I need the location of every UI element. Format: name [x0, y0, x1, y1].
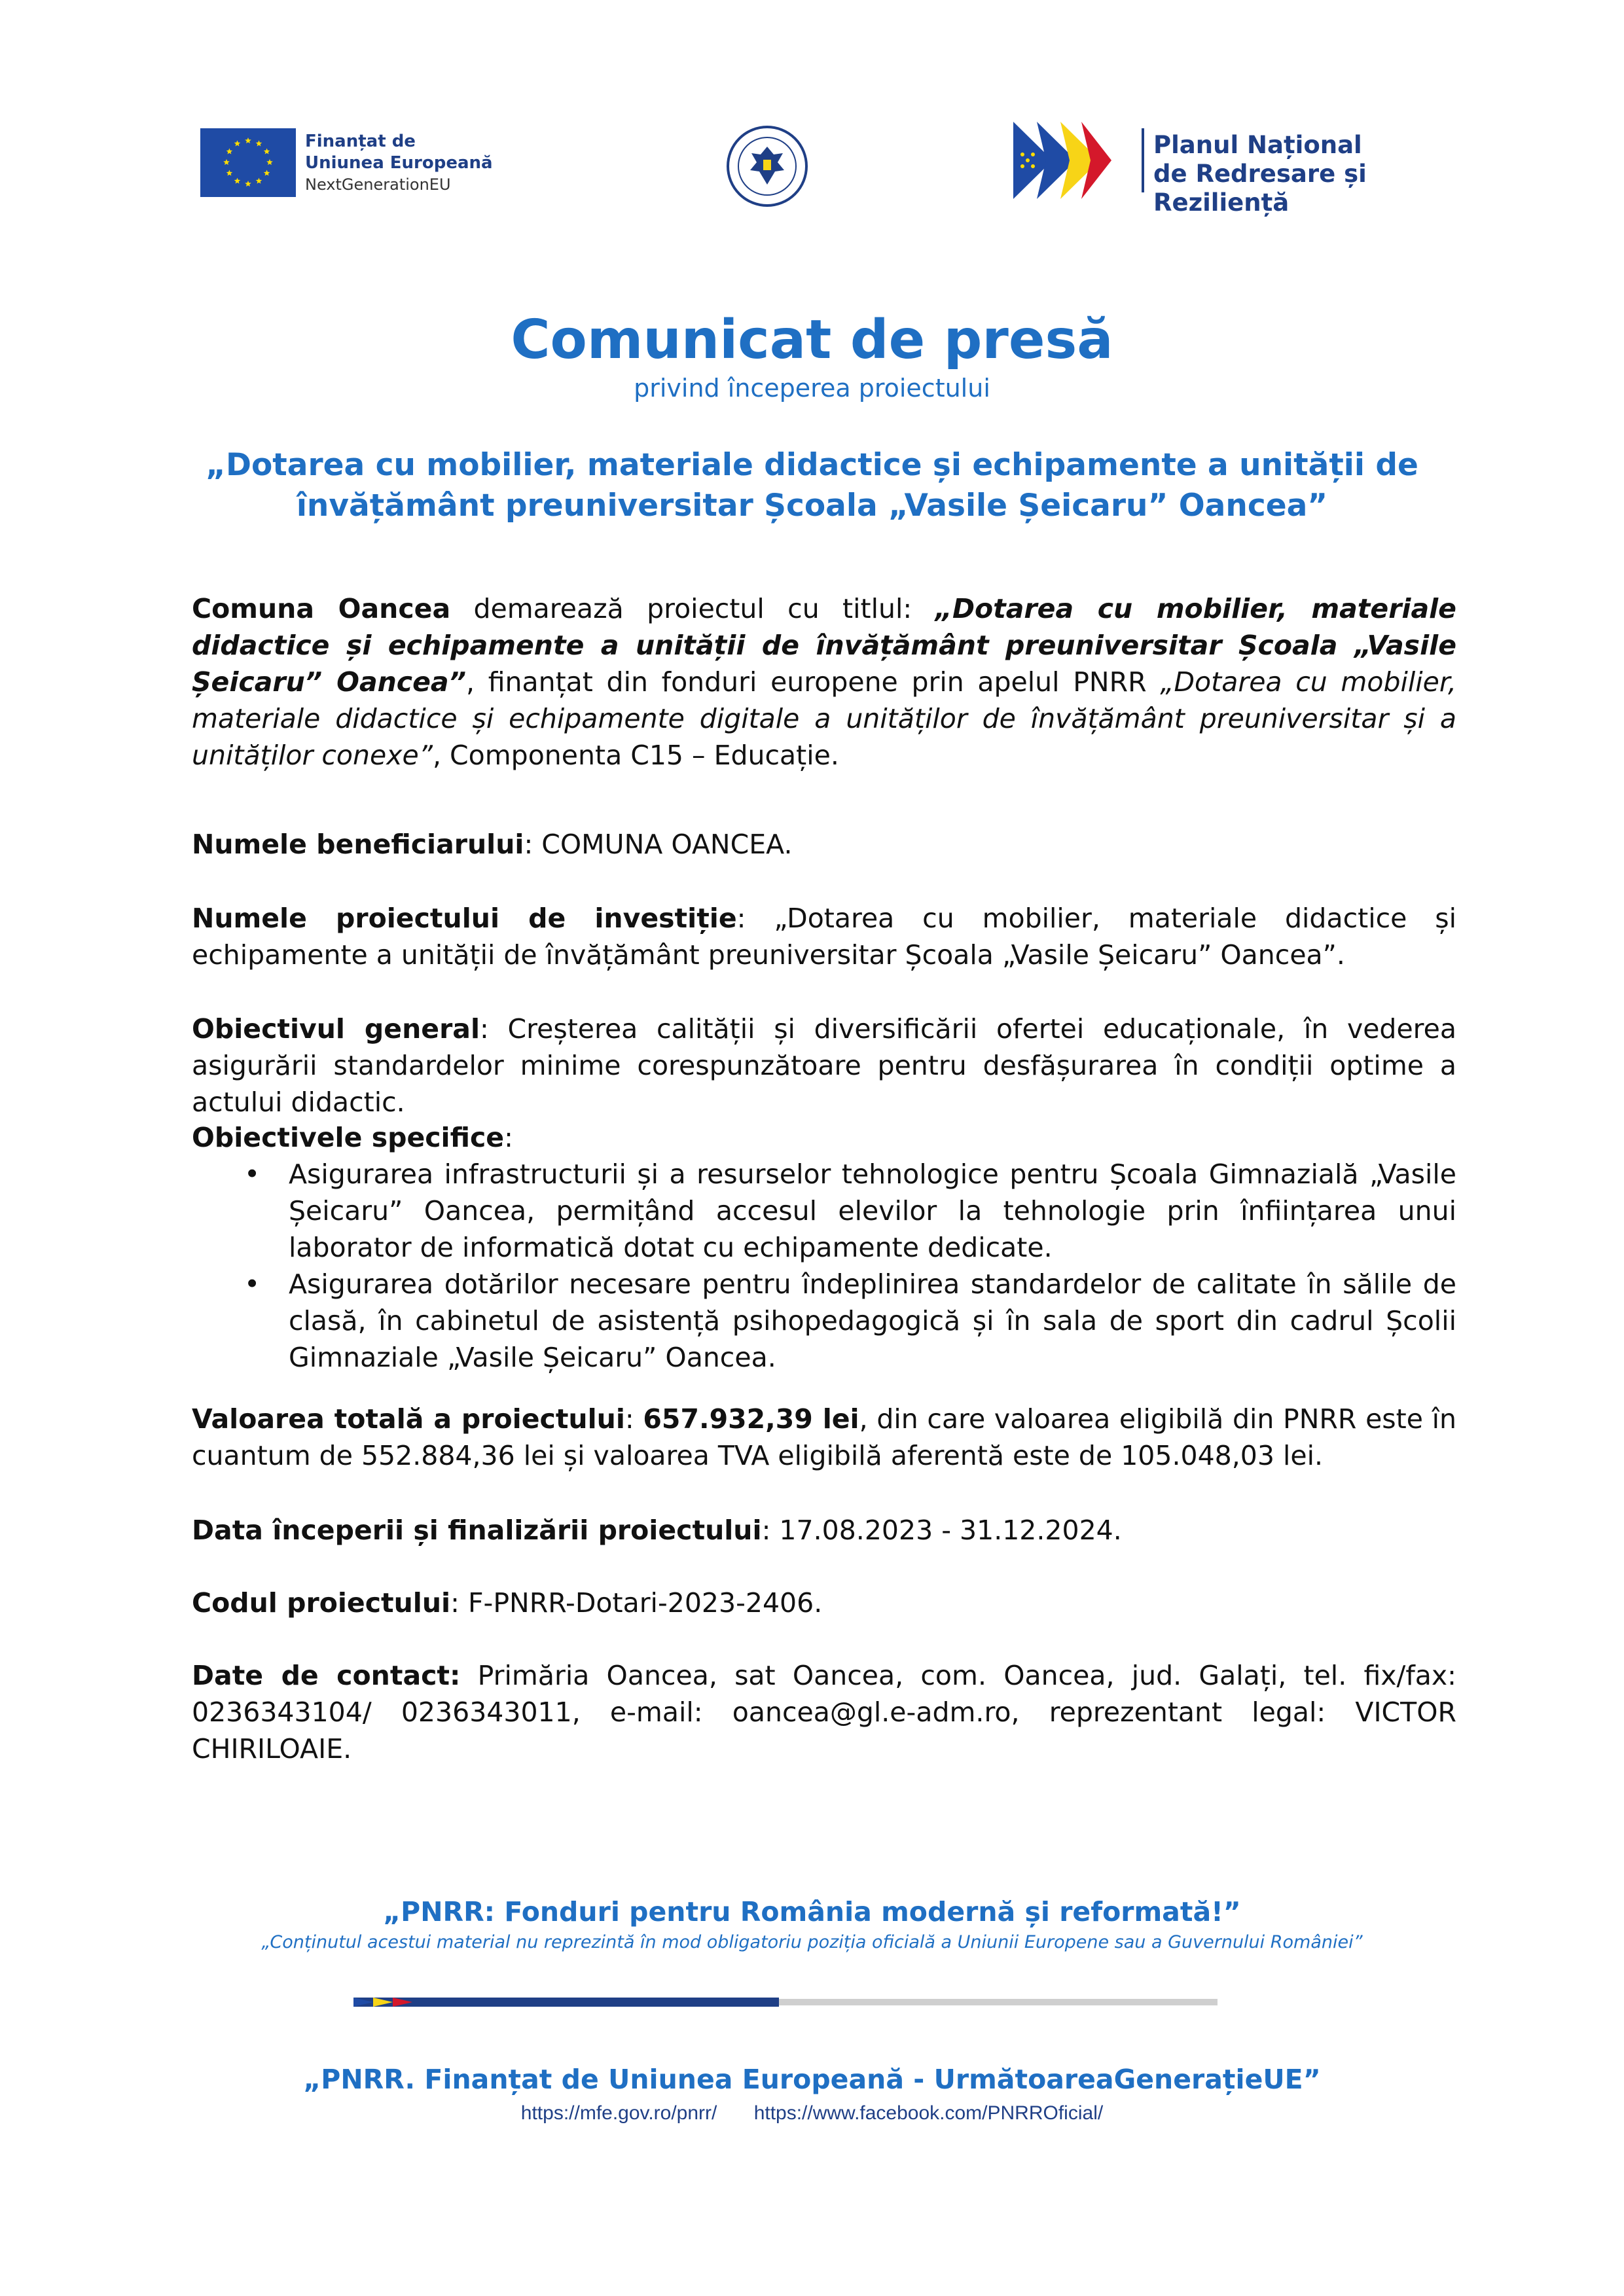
footer-bottom-slogan: „PNRR. Finanțat de Uniunea Europeană - UrmătoareaGenerațieUE”: [303, 2064, 1321, 2095]
specific-objectives-list: [192, 1156, 1456, 1376]
intro-text-1: demarează proiectul cu titlul:: [450, 593, 935, 624]
specific-objectives-colon: :: [504, 1122, 513, 1153]
value-paragraph: [192, 1401, 1456, 1474]
dates-value: : 17.08.2023 - 31.12.2024.: [761, 1515, 1122, 1546]
contact-value: Primăria Oancea, sat Oancea, com. Oancea, jud. Galați, tel. fix/fax: 0236343104/ 0236343011, e-mail: oancea@gl.e-adm.ro, reprezentant legal: VICTOR CHIRILOAIE.: [192, 1660, 1456, 1765]
eu-logo-text: [305, 131, 493, 196]
value-colon: :: [624, 1403, 643, 1435]
footer-link-mfe[interactable]: https://mfe.gov.ro/pnrr/: [520, 2102, 717, 2124]
code-value: : F-PNRR-Dotari-2023-2406.: [450, 1587, 823, 1619]
bullet-icon: •: [244, 1268, 261, 1300]
value-rest: , din care valoarea eligibilă din PNRR este în cuantum de 552.884,36 lei și valoarea TVA eligibilă aferentă este de 105.048,03 lei.: [192, 1403, 1457, 1471]
government-emblem-icon: [725, 124, 809, 208]
page-subtitle: privind începerea proiectului: [634, 374, 990, 403]
pnrr-logo: [1013, 122, 1465, 217]
footer-links: [0, 2101, 1624, 2126]
code-label: Codul proiectului: [192, 1587, 451, 1619]
beneficiary-name: Comuna Oancea: [192, 593, 451, 624]
eu-flag-icon: [200, 128, 296, 197]
pnrr-logo-divider: [1142, 128, 1144, 192]
beneficiary-label: Numele beneficiarului: [192, 829, 524, 860]
beneficiary-paragraph: [192, 826, 1456, 863]
specific-objectives-heading: [192, 1119, 1456, 1156]
contact-paragraph: [192, 1657, 1456, 1767]
specific-objectives-label: Obiectivele specifice: [192, 1122, 505, 1153]
intro-text-2: , finanțat din fonduri europene prin apelul PNRR: [465, 666, 1161, 698]
eu-logo-line3: NextGenerationEU: [305, 175, 451, 194]
list-item: [192, 1156, 1456, 1266]
pnrr-logo-line2: de Redresare și Reziliență: [1153, 160, 1367, 217]
eu-logo-line2: Uniunea Europeană: [305, 153, 493, 173]
intro-text-3: , Componenta C15 – Educație.: [432, 740, 839, 771]
intro-paragraph: [192, 590, 1456, 774]
investment-label: Numele proiectului de investiție: [192, 903, 737, 934]
dates-paragraph: [192, 1512, 1456, 1549]
bullet-icon: •: [244, 1158, 261, 1190]
dates-label: Data începerii și finalizării proiectului: [192, 1515, 762, 1546]
specific-objective-text: Asigurarea dotărilor necesare pentru îndeplinirea standardelor de calitate în sălile de clasă, în cabinetul de asistență psihopedagogică și în sala de sport din cadrul Școlii Gimnaziale „Vasile Șeicaru” Oancea.: [289, 1268, 1456, 1373]
value-label: Valoarea totală a proiectului: [192, 1403, 625, 1435]
general-objective-label: Obiectivul general: [192, 1013, 480, 1045]
contact-label: Date de contact:: [192, 1660, 461, 1691]
value-amount: 657.932,39 lei: [643, 1403, 859, 1435]
code-paragraph: [192, 1585, 1456, 1621]
project-title-line1: „Dotarea cu mobilier, materiale didactice și echipamente a unității de: [206, 447, 1418, 483]
general-objective-paragraph: [192, 1011, 1456, 1121]
specific-objective-text: Asigurarea infrastructurii și a resurselor tehnologice pentru Școala Gimnazială „Vasile Șeicaru” Oancea, permițând accesul elevilor la tehnologie prin înființarea unui laborator de informatică dotat cu echipamente dedicate.: [289, 1158, 1456, 1263]
footer-slogan: „PNRR: Fonduri pentru România modernă și reformată!”: [383, 1896, 1241, 1928]
project-title-line2: învățământ preuniversitar Școala „Vasile Șeicaru” Oancea”: [296, 488, 1328, 524]
footer-link-facebook[interactable]: https://www.facebook.com/PNRROficial/: [753, 2102, 1104, 2124]
intro-project-title: „Dotarea cu mobilier, materiale didactice și echipamente a unității de învățământ preuniversitar Școala „Vasile Șeicaru” Oancea”: [192, 593, 1456, 698]
pnrr-logo-line1: Planul Național: [1153, 131, 1362, 159]
investment-paragraph: [192, 900, 1456, 973]
footer-divider-bar: [353, 1998, 1218, 2007]
investment-value: : „Dotarea cu mobilier, materiale didactice și echipamente a unității de învățământ preuniversitar Școala „Vasile Șeicaru” Oancea”.: [192, 903, 1456, 971]
pnrr-logo-text: [1153, 131, 1465, 217]
eu-logo-line1: Finanțat de: [305, 132, 416, 151]
eu-funding-logo: [200, 128, 508, 202]
page-title: Comunicat de presă: [511, 309, 1113, 371]
list-item: [192, 1266, 1456, 1376]
beneficiary-value: : COMUNA OANCEA.: [524, 829, 793, 860]
footer-disclaimer: „Conținutul acestui material nu reprezintă în mod obligatoriu poziția oficială a Uniunii Europene sau a Guvernului României”: [261, 1932, 1363, 1952]
intro-call-name: „Dotarea cu mobilier, materiale didactice și echipamente digitale a unităților de învățământ preuniversitar și a unităților conexe”: [192, 666, 1456, 771]
specific-objectives-section: [192, 1119, 1456, 1376]
project-title: [196, 445, 1428, 526]
general-objective-value: : Creșterea calității și diversificării ofertei educaționale, în vederea asigurării standardelor minime corespunzătoare pentru desfășurarea în condiții optime a actului didactic.: [192, 1013, 1456, 1118]
pnrr-arrows-icon: [1013, 122, 1111, 199]
